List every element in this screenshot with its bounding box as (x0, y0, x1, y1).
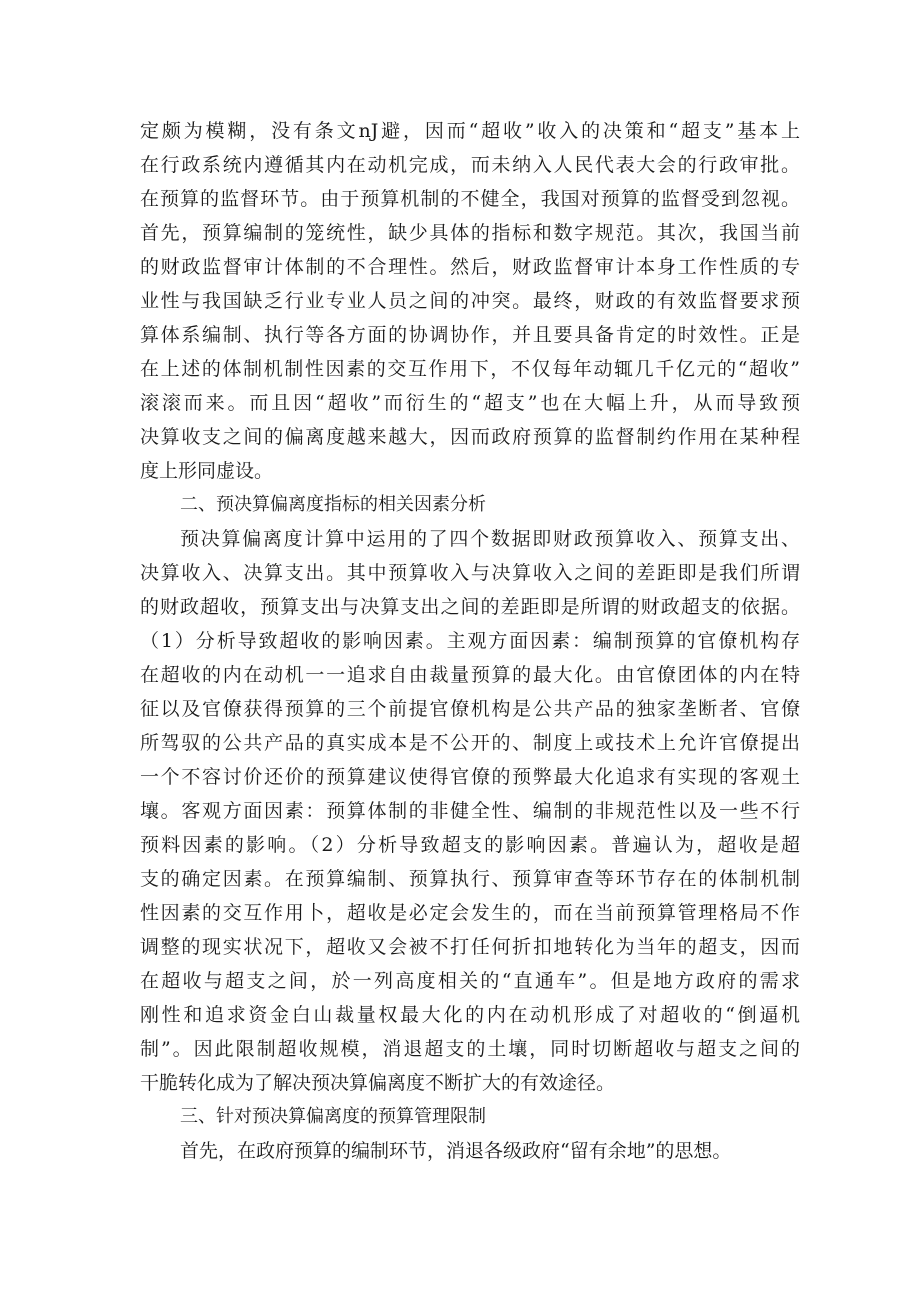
body-text-line: 性因素的交互作用卜，超收是必定会发生的，而在当前预算管理格局不作 (140, 902, 800, 924)
body-text-line: 预料因素的影响。（2）分析导致超支的影响因素。普遍认为，超收是超 (140, 834, 800, 856)
body-text-line: 干脆转化成为了解决预决算偏离度不断扩大的有效途径。 (140, 1072, 616, 1094)
body-text-line: 支的确定因素。在预算编制、预算执行、预算审查等环节存在的体制机制 (140, 868, 800, 890)
body-text-line: 首先，预算编制的笼统性，缺少具体的指标和数字规范。其次，我国当前 (140, 222, 800, 244)
body-text-line: 在超收与超支之间，於一列高度相关的“直通车”。但是地方政府的需求 (140, 970, 800, 992)
body-text-line: 壤。客观方面因素：预算体制的非健全性、编制的非规范性以及一些不行 (140, 800, 800, 822)
body-text-line: 的财政超收，预算支出与决算支出之间的差距即是所谓的财政超支的依据。 (140, 596, 800, 618)
body-text-line: 定颇为模糊，没有条文nJ避，因而“超收”收入的决策和“超支”基本上 (140, 120, 800, 142)
body-text-line: 所驾驭的公共产品的真实成本是不公开的、制度上或技术上允许官僚提出 (140, 732, 800, 754)
body-text-line: 在行政系统内遵循其内在动机完成，而未纳入人民代表大会的行政审批。 (140, 154, 800, 176)
body-text-line: 决算收支之间的偏离度越来越大，因而政府预算的监督制约作用在某种程 (140, 426, 800, 448)
body-text-line: 首先，在政府预算的编制环节，消退各级政府“留有余地”的思想。 (180, 1140, 732, 1162)
body-text-line: 一个不容讨价还价的预算建议使得官僚的预弊最大化追求有实现的客观土 (140, 766, 800, 788)
body-text-line: 决算收入、决算支出。其中预算收入与决算收入之间的差距即是我们所谓 (140, 562, 800, 584)
body-text-line: 在预算的监督环节。由于预算机制的不健全，我国对预算的监督受到忽视。 (140, 188, 800, 210)
body-text-line: （1）分析导致超收的影响因素。主观方面因素：编制预算的官僚机构存 (140, 630, 800, 652)
body-text-line: 的财政监督审计体制的不合理性。然后，财政监督审计本身工作性质的专 (140, 256, 800, 278)
body-text-line: 调整的现实状况下，超收又会被不打任何折扣地转化为当年的超支，因而 (140, 936, 800, 958)
body-text-line: 在超收的内在动机一一追求自由裁量预算的最大化。由官僚团体的内在特 (140, 664, 800, 686)
body-text-line: 度上形同虚设。 (140, 460, 274, 482)
body-text-line: 刚性和追求资金白山裁量权最大化的内在动机形成了对超收的“倒逼机 (140, 1004, 800, 1026)
body-text-line: 预决算偏离度计算中运用的了四个数据即财政预算收入、预算支出、 (180, 528, 800, 550)
body-text-line: 在上述的体制机制性因素的交互作用下，不仅每年动辄几千亿元的“超收” (140, 358, 800, 380)
section-heading: 三、针对预决算偏离度的预算管理限制 (180, 1106, 486, 1127)
body-text-line: 征以及官僚获得预算的三个前提官僚机构是公共产品的独家垄断者、官僚 (140, 698, 800, 720)
body-text-line: 制”。因此限制超收规模，消退超支的土壤，同时切断超收与超支之间的 (140, 1038, 800, 1060)
body-text-line: 滚滚而来。而且因“超收”而衍生的“超支”也在大幅上升，从而导致预 (140, 392, 800, 414)
body-text-line: 业性与我国缺乏行业专业人员之间的冲突。最终，财政的有效监督要求预 (140, 290, 800, 312)
section-heading: 二、预决算偏离度指标的相关因素分析 (180, 494, 486, 515)
body-text-line: 算体系编制、执行等各方面的协调协作，并且要具备肯定的时效性。正是 (140, 324, 800, 346)
